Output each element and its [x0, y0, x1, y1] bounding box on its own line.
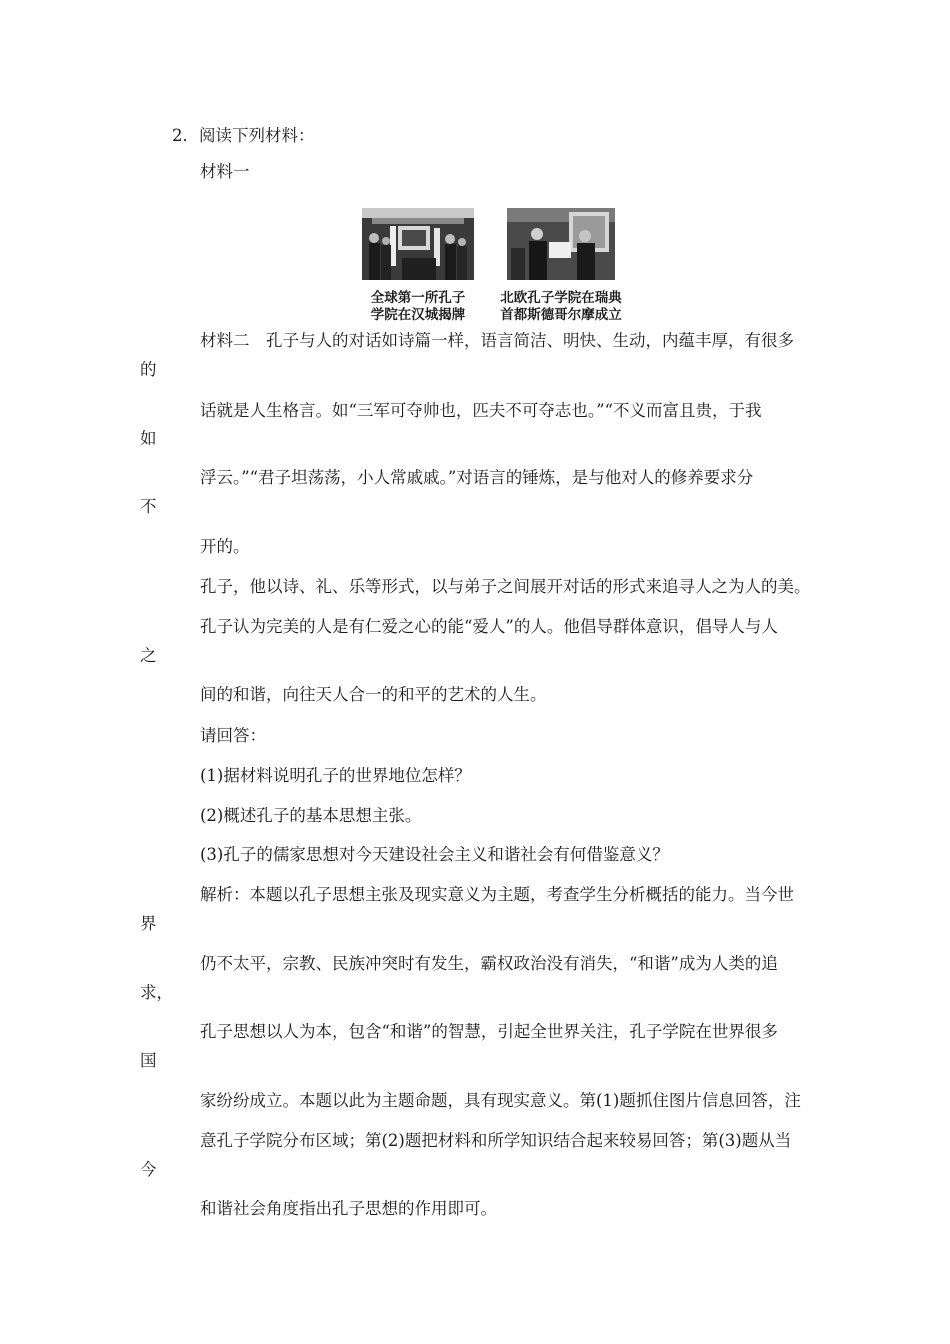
- analysis-line: 国: [140, 1051, 157, 1070]
- photo-caption-1-line1: 全球第一所孔子: [370, 290, 466, 306]
- analysis-line: 和谐社会角度指出孔子思想的作用即可。: [200, 1199, 497, 1218]
- subquestion-3: (3)孔子的儒家思想对今天建设社会主义和谐社会有何借鉴意义？: [200, 845, 669, 864]
- analysis-line: 界: [140, 914, 157, 933]
- material2-line: 开的。: [200, 537, 250, 556]
- analysis-line: 孔子思想以人为本，包含“和谐”的智慧，引起全世界关注，孔子学院在世界很多: [200, 1022, 778, 1041]
- material2-line: 浮云。”“君子坦荡荡，小人常戚戚。”对语言的锤炼，是与他对人的修养要求分: [200, 468, 754, 487]
- analysis-line: 仍不太平，宗教、民族冲突时有发生，霸权政治没有消失，“和谐”成为人类的追: [200, 954, 778, 973]
- photo-caption-2-line1: 北欧孔子学院在瑞典: [500, 290, 622, 306]
- analysis-line: 意孔子学院分布区域；第(2)题把材料和所学知识结合起来较易回答；第(3)题从当: [200, 1131, 792, 1150]
- photo-caption-2: [487, 290, 635, 324]
- question-number-line: 2．阅读下列材料：: [172, 126, 315, 145]
- material2-line: 不: [140, 497, 157, 516]
- analysis-line: 解析：本题以孔子思想主张及现实意义为主题，考查学生分析概括的能力。当今世: [200, 885, 794, 904]
- analysis-line: 家纷纷成立。本题以此为主题命题，具有现实意义。第(1)题抓住图片信息回答，注: [200, 1091, 801, 1110]
- analysis-line: 求，: [140, 983, 173, 1002]
- material2-line: 孔子，他以诗、礼、乐等形式，以与弟子之间展开对话的形式来追寻人之为人的美。: [200, 577, 811, 596]
- material1-label: 材料一: [200, 162, 250, 181]
- subquestion-2: (2)概述孔子的基本思想主张。: [200, 806, 422, 825]
- subquestion-1: (1)据材料说明孔子的世界地位怎样？: [200, 766, 471, 785]
- photo-caption-1: [362, 290, 474, 324]
- material2-line: 如: [140, 429, 157, 448]
- material2-line: 之: [140, 646, 157, 665]
- photo-caption-1-line2: 学院在汉城揭牌: [370, 307, 466, 323]
- material2-line: 材料二 孔子与人的对话如诗篇一样，语言简洁、明快、生动，内蕴丰厚，有很多: [200, 331, 794, 350]
- answer-prompt: 请回答：: [200, 726, 266, 745]
- photo-caption-2-line2: 首都斯德哥尔摩成立: [500, 307, 622, 323]
- photo-stockholm-graphic: [507, 208, 615, 280]
- material2-line: 的: [140, 360, 157, 379]
- material2-line: 孔子认为完美的人是有仁爱之心的能“爱人”的人。他倡导群体意识，倡导人与人: [200, 617, 778, 636]
- material2-line: 话就是人生格言。如“三军可夺帅也，匹夫不可夺志也。”“不义而富且贵，于我: [200, 401, 762, 420]
- photo-hanseong-institute: [362, 208, 474, 280]
- analysis-line: 今: [140, 1160, 157, 1179]
- photo-stockholm-institute: [507, 208, 615, 280]
- photo-hanseong-graphic: [362, 208, 474, 280]
- material2-line: 间的和谐，向往天人合一的和平的艺术的人生。: [200, 685, 547, 704]
